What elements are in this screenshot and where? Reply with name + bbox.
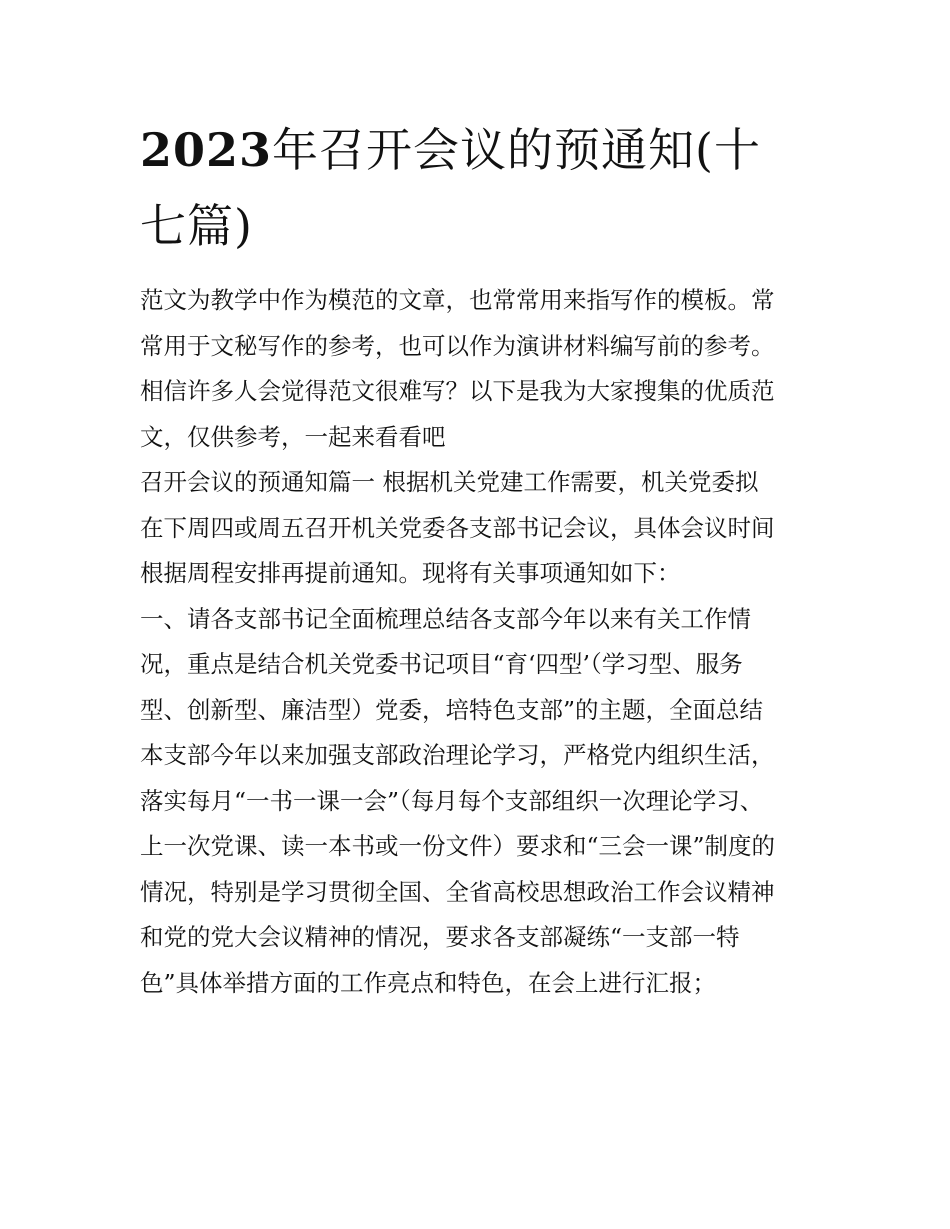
text-line: 上一次党课、读一本书或一份文件）要求和“三会一课”制度的 (140, 832, 776, 860)
text-line: 相信许多人会觉得范文很难写？以下是我为大家搜集的优质范 (140, 377, 775, 405)
document-title (140, 112, 820, 264)
text-line: 根据周程安排再提前通知。现将有关事项通知如下： (140, 559, 681, 587)
paragraph-intro (140, 278, 816, 460)
title-line-1 (140, 112, 820, 188)
text-line: 召开会议的预通知篇一 根据机关党建工作需要，机关党委拟 (140, 468, 759, 496)
text-line: 在下周四或周五召开机关党委各支部书记会议，具体会议时间 (140, 513, 775, 542)
title-line-2: 七篇) (140, 199, 253, 253)
text-line: 本支部今年以来加强支部政治理论学习，严格党内组织生活， (140, 741, 775, 769)
text-line: 况，重点是结合机关党委书记项目“育‘四型’（学习型、服务 (140, 650, 743, 678)
paragraph-notice (140, 460, 816, 597)
text-line: 型、创新型、廉洁型）党委，培特色支部”的主题，全面总结 (140, 695, 764, 724)
title-year: 2023 (140, 123, 273, 177)
paragraph-item-1 (140, 597, 816, 1007)
document-body (140, 278, 816, 1006)
title-line-1-text: 年召开会议的预通知(十 (272, 123, 761, 177)
text-line: 一、请各支部书记全面梳理总结各支部今年以来有关工作情 (140, 604, 751, 633)
text-line: 文，仅供参考，一起来看看吧 (140, 422, 446, 451)
text-line: 常用于文秘写作的参考，也可以作为演讲材料编写前的参考。 (140, 331, 775, 360)
text-line: 情况，特别是学习贯彻全国、全省高校思想政治工作会议精神 (140, 877, 775, 906)
text-line: 范文为教学中作为模范的文章，也常常用来指写作的模板。常 (140, 286, 775, 314)
text-line: 色”具体举措方面的工作亮点和特色，在会上进行汇报； (140, 968, 717, 997)
text-line: 落实每月“一书一课一会”（每月每个支部组织一次理论学习、 (140, 786, 764, 815)
text-line: 和党的党大会议精神的情况，要求各支部凝练“一支部一特 (140, 923, 740, 951)
